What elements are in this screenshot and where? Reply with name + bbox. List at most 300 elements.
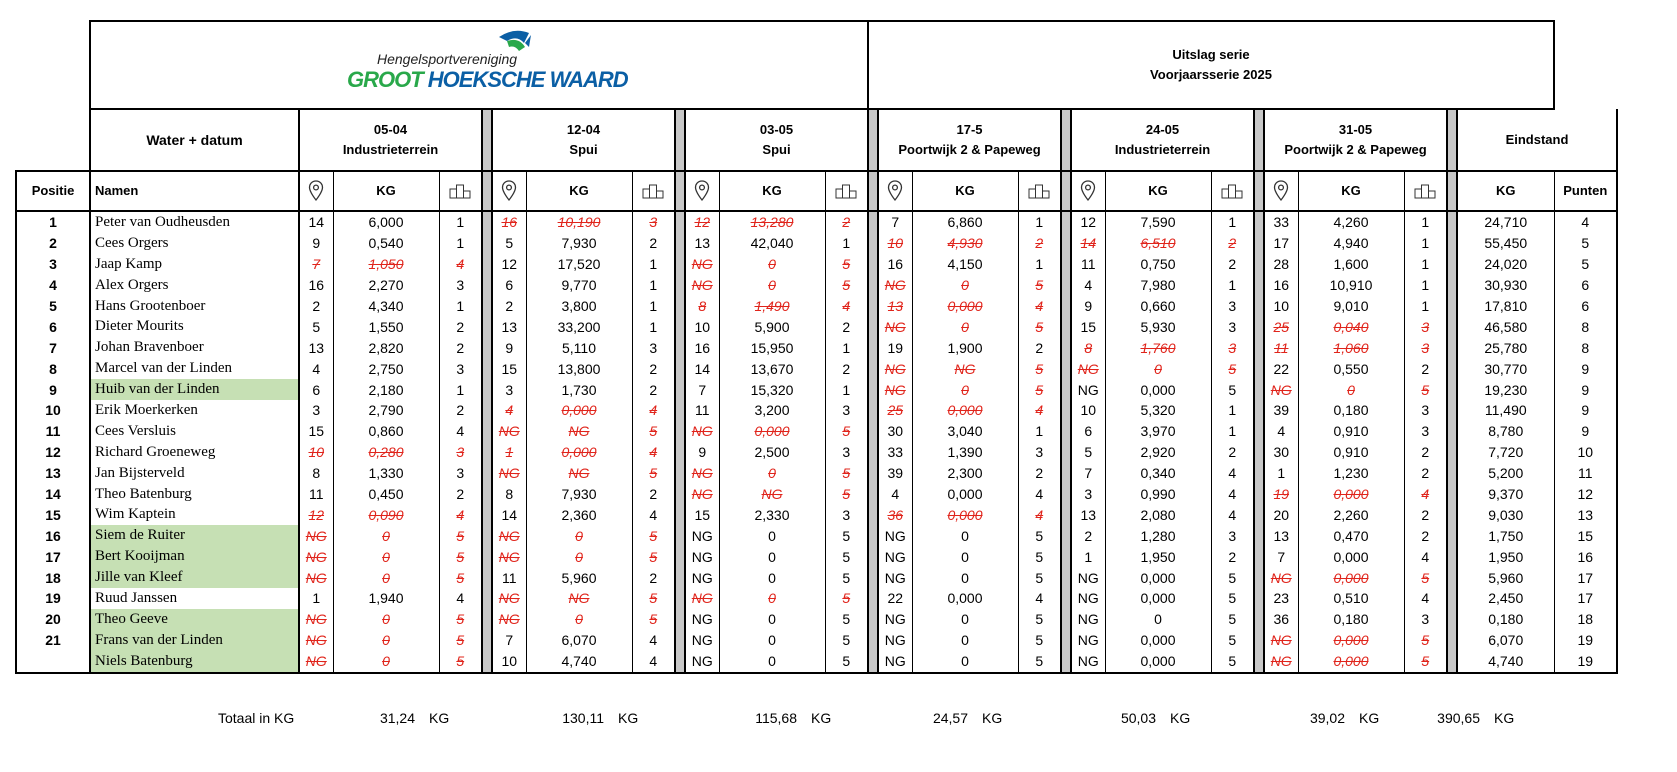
spot-cell: 14 <box>1071 233 1105 254</box>
column-separator <box>1447 630 1457 651</box>
spot-cell: 3 <box>492 379 526 400</box>
rank-cell: 4 <box>1035 298 1044 314</box>
position-cell <box>16 651 90 673</box>
spot-cell: NG <box>492 463 526 484</box>
column-separator <box>1061 504 1071 525</box>
spot-cell: NG <box>685 275 719 296</box>
angler-name: Ruud Janssen <box>90 588 299 609</box>
spot-cell: 7 <box>299 254 333 275</box>
spot-cell: 4 <box>1071 275 1105 296</box>
round-date: 05-04 <box>373 122 408 137</box>
points-header: Punten <box>1554 171 1617 211</box>
table-row <box>16 609 1617 630</box>
podium-icon <box>1212 183 1254 199</box>
column-separator <box>1447 233 1457 254</box>
rank-cell: 2 <box>649 235 658 252</box>
total-unit: KG <box>811 710 832 726</box>
column-separator <box>675 442 685 463</box>
spot-cell: 15 <box>299 421 333 442</box>
rank-cell: 5 <box>1421 569 1430 586</box>
kg-cell: 0,990 <box>1105 484 1211 505</box>
points-cell: 11 <box>1554 463 1617 484</box>
spot-cell: 33 <box>878 442 912 463</box>
rank-cell: 5 <box>1228 360 1237 377</box>
rank-cell: 3 <box>649 339 658 356</box>
rank-cell: 5 <box>649 611 658 628</box>
spot-cell: 4 <box>878 484 912 505</box>
column-separator <box>1061 442 1071 463</box>
kg-cell: 5,900 <box>719 316 825 337</box>
column-separator <box>675 275 685 296</box>
kg-cell: 0,000 <box>1105 379 1211 400</box>
final-kg-cell: 55,450 <box>1457 233 1554 254</box>
rank-cell: 5 <box>456 632 465 649</box>
spot-cell: 36 <box>878 504 912 525</box>
angler-name: Peter van Oudheusden <box>90 211 299 233</box>
rank-cell: 3 <box>842 506 851 523</box>
kg-cell: 0 <box>719 525 825 546</box>
rank-cell: 5 <box>842 486 851 503</box>
results-table <box>15 20 1618 674</box>
angler-name: Marcel van der Linden <box>90 358 299 379</box>
kg-cell: 0 <box>526 525 632 546</box>
spot-cell: 8 <box>1071 337 1105 358</box>
kg-cell: 0,000 <box>1105 588 1211 609</box>
spot-cell: NG <box>299 609 333 630</box>
rank-cell: 5 <box>649 465 658 482</box>
rank-cell: 2 <box>1228 256 1237 273</box>
rank-cell: 1 <box>1421 214 1430 231</box>
kg-cell: NG <box>526 421 632 442</box>
kg-cell: 0 <box>1105 358 1211 379</box>
spot-cell: NG <box>878 275 912 296</box>
rank-cell: 4 <box>1228 486 1237 503</box>
rank-cell: 1 <box>649 298 658 314</box>
spot-cell: 25 <box>878 400 912 421</box>
position-cell: 4 <box>16 275 90 296</box>
column-separator <box>868 337 878 358</box>
column-separator <box>675 630 685 651</box>
round-water: Industrieterrein <box>342 142 439 157</box>
table-row <box>16 254 1617 275</box>
kg-cell: 0 <box>719 546 825 567</box>
round-header <box>299 109 482 171</box>
rank-cell: 2 <box>1035 339 1044 356</box>
column-separator <box>675 337 685 358</box>
kg-cell: 2,300 <box>912 463 1018 484</box>
table-row <box>16 525 1617 546</box>
rank-cell: 5 <box>842 527 851 544</box>
rank-cell: 2 <box>1228 548 1237 565</box>
kg-cell: 3,800 <box>526 296 632 317</box>
rank-cell: 5 <box>1211 651 1254 673</box>
points-cell: 9 <box>1554 379 1617 400</box>
column-separator <box>1061 275 1071 296</box>
points-cell: 13 <box>1554 504 1617 525</box>
rank-cell: 5 <box>1035 381 1044 398</box>
kg-cell: 13,670 <box>719 358 825 379</box>
angler-name: Wim Kaptein <box>90 504 299 525</box>
rank-cell: 2 <box>842 214 851 231</box>
kg-cell: 4,930 <box>912 233 1018 254</box>
final-kg-header: KG <box>1457 171 1554 211</box>
column-separator <box>1061 296 1071 317</box>
kg-cell: 2,260 <box>1298 504 1404 525</box>
round-date: 24-05 <box>1145 122 1180 137</box>
kg-column-header: KG <box>912 171 1018 211</box>
kg-cell: 0 <box>912 630 1018 651</box>
column-separator <box>1254 316 1264 337</box>
rank-cell: 3 <box>1421 402 1430 419</box>
round-water: Industrieterrein <box>1114 142 1211 157</box>
kg-cell: 0 <box>333 609 439 630</box>
rank-cell: 5 <box>649 527 658 544</box>
round-date: 17-5 <box>956 122 983 137</box>
column-separator <box>1061 588 1071 609</box>
rank-cell: 5 <box>842 632 851 649</box>
rank-cell: 3 <box>1035 444 1044 461</box>
spot-cell: NG <box>685 567 719 588</box>
rank-cell: 1 <box>842 235 851 252</box>
kg-cell: 6,070 <box>526 630 632 651</box>
rank-cell: 4 <box>1421 486 1430 503</box>
rank-cell: 2 <box>456 339 465 356</box>
spot-cell: NG <box>1071 588 1105 609</box>
kg-cell: 6,000 <box>333 211 439 233</box>
kg-cell: 1,550 <box>333 316 439 337</box>
final-kg-cell: 1,950 <box>1457 546 1554 567</box>
kg-cell: 0,750 <box>1105 254 1211 275</box>
rank-cell: 1 <box>649 277 658 294</box>
final-kg-cell: 1,750 <box>1457 525 1554 546</box>
spot-cell: 15 <box>1071 316 1105 337</box>
kg-cell: 0,000 <box>1105 630 1211 651</box>
column-separator <box>1447 442 1457 463</box>
spot-cell: 11 <box>685 400 719 421</box>
spot-cell: 39 <box>1264 400 1298 421</box>
kg-cell: 0 <box>912 525 1018 546</box>
spot-cell: 22 <box>1264 358 1298 379</box>
club-name-small: Hengelsportvereniging <box>377 51 518 67</box>
kg-cell: 10,190 <box>526 211 632 233</box>
kg-cell: 2,270 <box>333 275 439 296</box>
position-cell: 8 <box>16 358 90 379</box>
spot-cell: NG <box>492 421 526 442</box>
round-water: Poortwijk 2 & Papeweg <box>898 142 1041 157</box>
final-kg-cell: 9,370 <box>1457 484 1554 505</box>
spot-cell: 16 <box>878 254 912 275</box>
final-kg-cell: 24,020 <box>1457 254 1554 275</box>
kg-cell: 0,910 <box>1298 442 1404 463</box>
spot-column-header <box>1264 171 1298 211</box>
positie-header: Positie <box>16 171 90 211</box>
rank-cell: 3 <box>1421 611 1430 628</box>
kg-cell: NG <box>526 463 632 484</box>
rank-cell: 5 <box>1035 318 1044 335</box>
spot-cell: NG <box>685 525 719 546</box>
spot-cell: 2 <box>492 296 526 317</box>
table-row <box>16 358 1617 379</box>
spot-cell: 14 <box>492 504 526 525</box>
spot-cell: 13 <box>492 316 526 337</box>
series-title <box>868 21 1554 109</box>
rank-cell: 5 <box>1228 611 1237 628</box>
map-pin-icon <box>686 180 719 202</box>
kg-cell: 0,660 <box>1105 296 1211 317</box>
points-cell: 6 <box>1554 275 1617 296</box>
spot-cell: NG <box>685 254 719 275</box>
spot-cell: NG <box>685 484 719 505</box>
points-cell: 8 <box>1554 337 1617 358</box>
round-header <box>1071 109 1254 171</box>
column-separator <box>1447 275 1457 296</box>
spot-cell: 9 <box>299 233 333 254</box>
spot-cell: 30 <box>1264 442 1298 463</box>
kg-cell: 0,000 <box>912 484 1018 505</box>
spot-cell: NG <box>1071 630 1105 651</box>
spot-cell: NG <box>492 609 526 630</box>
kg-cell: 0,000 <box>526 400 632 421</box>
podium-icon <box>1405 183 1447 199</box>
column-separator <box>868 316 878 337</box>
table-row <box>16 588 1617 609</box>
points-cell: 8 <box>1554 316 1617 337</box>
rank-cell: 5 <box>1035 277 1044 294</box>
column-separator <box>1061 567 1071 588</box>
round-total: 115,68 <box>755 710 797 726</box>
map-pin-icon <box>1072 180 1105 202</box>
spot-cell: NG <box>685 546 719 567</box>
kg-cell: 10,910 <box>1298 275 1404 296</box>
spot-cell: 6 <box>492 275 526 296</box>
rank-cell: 2 <box>1228 444 1237 461</box>
rank-cell: 5 <box>1035 360 1044 377</box>
spot-cell: NG <box>299 651 333 673</box>
column-separator <box>868 275 878 296</box>
round-total: 31,24 <box>379 710 415 726</box>
rank-cell: 4 <box>649 402 658 419</box>
column-separator <box>868 463 878 484</box>
spot-cell: 3 <box>299 400 333 421</box>
spot-cell: 11 <box>492 567 526 588</box>
total-unit: KG <box>1494 710 1515 726</box>
rank-cell: 2 <box>1421 527 1430 544</box>
column-separator <box>1254 296 1264 317</box>
rank-cell: 5 <box>842 590 851 607</box>
column-separator <box>482 463 492 484</box>
round-header <box>492 109 675 171</box>
spot-cell: 13 <box>1071 504 1105 525</box>
rank-cell: 2 <box>649 360 658 377</box>
column-separator <box>675 588 685 609</box>
rank-cell: 5 <box>456 569 465 586</box>
rank-cell: 2 <box>1421 360 1430 377</box>
spot-cell: NG <box>878 630 912 651</box>
table-row <box>16 211 1617 233</box>
column-separator <box>482 316 492 337</box>
kg-cell: 0,000 <box>912 588 1018 609</box>
rank-cell: 4 <box>1035 506 1044 523</box>
round-total: 50,03 <box>1120 710 1156 726</box>
rank-cell: 2 <box>456 402 465 419</box>
rank-cell: 1 <box>1228 423 1237 440</box>
column-separator <box>1061 171 1071 211</box>
spot-cell: 11 <box>1071 254 1105 275</box>
kg-cell: 2,750 <box>333 358 439 379</box>
total-unit: KG <box>429 710 450 726</box>
points-cell: 15 <box>1554 525 1617 546</box>
column-separator <box>1254 525 1264 546</box>
rank-cell: 5 <box>1228 590 1237 607</box>
column-separator <box>482 379 492 400</box>
column-separator <box>1254 546 1264 567</box>
rank-cell: 4 <box>1035 402 1044 419</box>
column-separator <box>1061 316 1071 337</box>
kg-cell: 0,180 <box>1298 400 1404 421</box>
spot-cell: 10 <box>1264 296 1298 317</box>
podium-icon <box>1019 183 1061 199</box>
spot-cell: NG <box>1071 609 1105 630</box>
rank-cell: 5 <box>1228 381 1237 398</box>
rank-cell: 1 <box>1421 277 1430 294</box>
position-cell: 17 <box>16 546 90 567</box>
points-cell: 19 <box>1554 651 1617 673</box>
angler-name: Alex Orgers <box>90 275 299 296</box>
rank-cell: 3 <box>1421 318 1430 335</box>
kg-cell: 1,490 <box>719 296 825 317</box>
kg-cell: 0,000 <box>1298 484 1404 505</box>
column-separator <box>1254 254 1264 275</box>
kg-cell: 6,860 <box>912 211 1018 233</box>
spot-cell: 10 <box>299 442 333 463</box>
spot-cell: 10 <box>685 316 719 337</box>
column-separator <box>1254 171 1264 211</box>
points-cell: 9 <box>1554 400 1617 421</box>
rank-cell: 5 <box>1421 632 1430 649</box>
kg-cell: 2,790 <box>333 400 439 421</box>
spot-cell: 6 <box>299 379 333 400</box>
angler-name: Niels Batenburg <box>90 651 299 673</box>
rank-cell: 3 <box>1228 339 1237 356</box>
kg-column-header: KG <box>526 171 632 211</box>
club-name-blue: HOEKSCHE WAARD <box>427 67 628 92</box>
column-separator <box>675 484 685 505</box>
rank-cell: 4 <box>1228 506 1237 523</box>
column-separator <box>1061 484 1071 505</box>
angler-name: Jille van Kleef <box>90 567 299 588</box>
kg-cell: 2,820 <box>333 337 439 358</box>
angler-name: Erik Moerkerken <box>90 400 299 421</box>
spot-cell: NG <box>878 651 912 673</box>
kg-cell: 0 <box>333 525 439 546</box>
kg-cell: 1,060 <box>1298 337 1404 358</box>
rank-cell: 5 <box>1404 651 1447 673</box>
kg-cell: 5,960 <box>526 567 632 588</box>
spot-cell: 2 <box>299 296 333 317</box>
column-separator <box>675 379 685 400</box>
angler-name: Richard Groeneweg <box>90 442 299 463</box>
column-separator <box>482 275 492 296</box>
column-separator <box>1061 211 1071 233</box>
column-separator <box>1061 400 1071 421</box>
kg-cell: 1,730 <box>526 379 632 400</box>
rank-cell: 2 <box>842 360 851 377</box>
spot-cell: NG <box>299 567 333 588</box>
rank-cell: 4 <box>1421 548 1430 565</box>
column-separator <box>1061 651 1071 673</box>
spot-cell: 7 <box>878 211 912 233</box>
column-separator <box>868 421 878 442</box>
spot-cell: NG <box>685 651 719 673</box>
column-separator <box>1447 525 1457 546</box>
club-logo <box>90 21 868 109</box>
column-separator <box>1061 358 1071 379</box>
angler-name: Huib van der Linden <box>90 379 299 400</box>
spot-cell: NG <box>1264 630 1298 651</box>
column-separator <box>1254 609 1264 630</box>
final-kg-cell: 24,710 <box>1457 211 1554 233</box>
column-separator <box>482 358 492 379</box>
round-header <box>685 109 868 171</box>
rank-cell: 3 <box>1421 423 1430 440</box>
round-date: 12-04 <box>566 122 601 137</box>
column-separator <box>1254 463 1264 484</box>
spot-cell: 11 <box>299 484 333 505</box>
column-separator <box>1447 254 1457 275</box>
final-kg-cell: 6,070 <box>1457 630 1554 651</box>
spot-cell: 13 <box>878 296 912 317</box>
spot-cell: 12 <box>685 211 719 233</box>
column-separator <box>1254 358 1264 379</box>
spot-cell: 1 <box>1071 546 1105 567</box>
spot-cell: NG <box>685 630 719 651</box>
table-row <box>16 567 1617 588</box>
table-row <box>16 316 1617 337</box>
kg-column-header: KG <box>1298 171 1404 211</box>
column-separator <box>1061 546 1071 567</box>
rank-cell: 5 <box>1228 569 1237 586</box>
column-separator <box>868 609 878 630</box>
spot-cell: 16 <box>492 211 526 233</box>
rank-cell: 5 <box>456 548 465 565</box>
rank-cell: 1 <box>456 381 465 398</box>
round-header <box>878 109 1061 171</box>
kg-cell: 0 <box>719 254 825 275</box>
column-separator <box>1447 421 1457 442</box>
final-kg-cell: 7,720 <box>1457 442 1554 463</box>
column-separator <box>868 484 878 505</box>
column-separator <box>1447 316 1457 337</box>
column-separator <box>482 504 492 525</box>
rank-cell: 1 <box>1228 214 1237 231</box>
spot-cell: 10 <box>1071 400 1105 421</box>
rank-column-header <box>1018 171 1061 211</box>
kg-cell: 3,200 <box>719 400 825 421</box>
rank-cell: 1 <box>456 235 465 252</box>
spot-cell: 4 <box>1264 421 1298 442</box>
kg-cell: 0 <box>333 567 439 588</box>
spot-cell: 8 <box>685 296 719 317</box>
kg-cell: 0,090 <box>333 504 439 525</box>
spot-cell: 13 <box>1264 525 1298 546</box>
column-separator <box>675 233 685 254</box>
rank-cell: 1 <box>649 256 658 273</box>
kg-cell: 0,280 <box>333 442 439 463</box>
kg-cell: 17,520 <box>526 254 632 275</box>
map-pin-icon <box>493 180 526 202</box>
kg-cell: 0 <box>719 651 825 673</box>
column-separator <box>1254 504 1264 525</box>
